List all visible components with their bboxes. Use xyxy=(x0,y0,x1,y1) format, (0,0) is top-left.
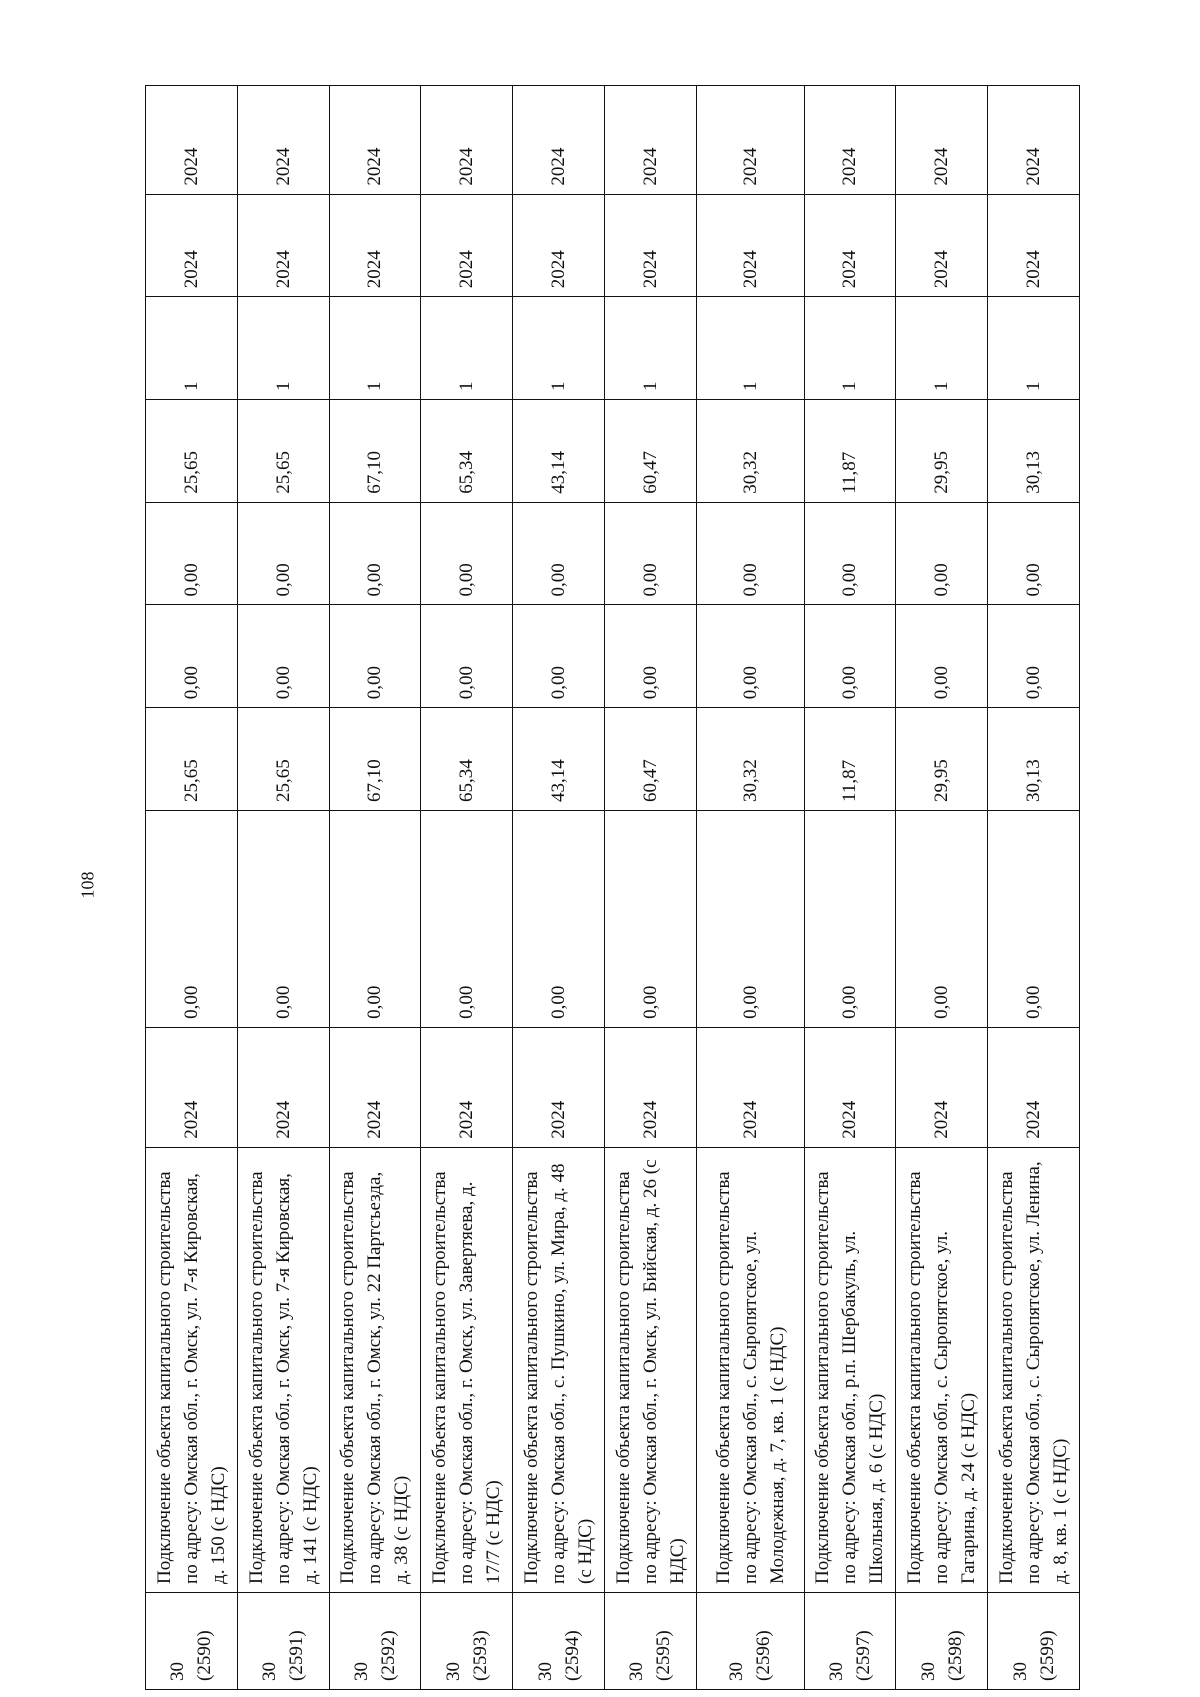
row-value-3: 0,00 xyxy=(988,605,1080,708)
row-count: 1 xyxy=(146,297,238,400)
row-count: 1 xyxy=(513,297,605,400)
row-value-1: 0,00 xyxy=(146,810,238,1027)
row-end-year: 2024 xyxy=(604,86,696,195)
table-row xyxy=(237,86,329,1690)
row-number: 30 xyxy=(350,1662,372,1681)
row-value-3: 0,00 xyxy=(896,605,988,708)
row-value-2: 29,95 xyxy=(896,708,988,811)
table-row xyxy=(988,86,1080,1690)
table-row xyxy=(896,86,988,1690)
row-year: 2024 xyxy=(146,1027,238,1147)
row-start-year: 2024 xyxy=(421,194,513,297)
row-value-1: 0,00 xyxy=(513,810,605,1027)
row-year: 2024 xyxy=(329,1027,421,1147)
row-end-year: 2024 xyxy=(421,86,513,195)
row-value-3: 0,00 xyxy=(237,605,329,708)
row-value-2: 11,87 xyxy=(804,708,896,811)
row-value-2: 67,10 xyxy=(329,708,421,811)
row-value-2: 43,14 xyxy=(513,708,605,811)
row-value-3: 0,00 xyxy=(696,605,804,708)
row-value-4: 0,00 xyxy=(696,502,804,605)
row-value-3: 0,00 xyxy=(329,605,421,708)
row-value-3: 0,00 xyxy=(421,605,513,708)
row-value-4: 0,00 xyxy=(421,502,513,605)
row-start-year: 2024 xyxy=(513,194,605,297)
page-number: 108 xyxy=(77,871,98,899)
table-row xyxy=(146,86,238,1690)
row-id: (2596) xyxy=(753,1630,775,1681)
row-value-5: 67,10 xyxy=(329,400,421,503)
row-number-cell xyxy=(696,1592,804,1689)
row-number: 30 xyxy=(442,1662,464,1681)
row-description: Подключение объекта капитального строительства по адресу: Омская обл., с. Сыропятское, ул. Молодежная, д. 7, кв. 1 (с НДС) xyxy=(696,1147,804,1592)
row-value-3: 0,00 xyxy=(513,605,605,708)
row-start-year: 2024 xyxy=(896,194,988,297)
row-start-year: 2024 xyxy=(696,194,804,297)
row-end-year: 2024 xyxy=(804,86,896,195)
row-description: Подключение объекта капитального строительства по адресу: Омская обл., с. Пушкино, ул. Мира, д. 48 (с НДС) xyxy=(513,1147,605,1592)
row-value-5: 25,65 xyxy=(237,400,329,503)
row-value-5: 30,13 xyxy=(988,400,1080,503)
row-id: (2590) xyxy=(194,1630,216,1681)
table-row xyxy=(804,86,896,1690)
row-year: 2024 xyxy=(513,1027,605,1147)
row-value-3: 0,00 xyxy=(804,605,896,708)
row-end-year: 2024 xyxy=(329,86,421,195)
row-value-5: 65,34 xyxy=(421,400,513,503)
row-count: 1 xyxy=(329,297,421,400)
row-description: Подключение объекта капитального строительства по адресу: Омская обл., г. Омск, ул. Завертяева, д. 17/7 (с НДС) xyxy=(421,1147,513,1592)
row-number: 30 xyxy=(167,1662,189,1681)
row-number-cell xyxy=(513,1592,605,1689)
row-id: (2599) xyxy=(1036,1630,1058,1681)
row-value-2: 30,13 xyxy=(988,708,1080,811)
row-description: Подключение объекта капитального строительства по адресу: Омская обл., г. Омск, ул. 7-я Кировская, д. 141 (с НДС) xyxy=(237,1147,329,1592)
row-number: 30 xyxy=(259,1662,281,1681)
row-value-1: 0,00 xyxy=(329,810,421,1027)
row-description: Подключение объекта капитального строительства по адресу: Омская обл., г. Омск, ул. 22 Партсъезда, д. 38 (с НДС) xyxy=(329,1147,421,1592)
row-number-cell xyxy=(237,1592,329,1689)
rotated-table-container xyxy=(145,85,1080,1690)
row-value-1: 0,00 xyxy=(988,810,1080,1027)
row-value-3: 0,00 xyxy=(604,605,696,708)
row-value-5: 60,47 xyxy=(604,400,696,503)
row-value-2: 30,32 xyxy=(696,708,804,811)
row-start-year: 2024 xyxy=(146,194,238,297)
row-id: (2595) xyxy=(653,1630,675,1681)
row-count: 1 xyxy=(804,297,896,400)
row-value-2: 60,47 xyxy=(604,708,696,811)
row-value-3: 0,00 xyxy=(146,605,238,708)
row-start-year: 2024 xyxy=(988,194,1080,297)
row-number: 30 xyxy=(626,1662,648,1681)
row-id: (2592) xyxy=(377,1630,399,1681)
table-row xyxy=(696,86,804,1690)
row-start-year: 2024 xyxy=(804,194,896,297)
row-number-cell xyxy=(804,1592,896,1689)
row-number-cell xyxy=(896,1592,988,1689)
row-value-4: 0,00 xyxy=(513,502,605,605)
row-number: 30 xyxy=(917,1662,939,1681)
row-count: 1 xyxy=(604,297,696,400)
row-value-1: 0,00 xyxy=(237,810,329,1027)
row-value-1: 0,00 xyxy=(604,810,696,1027)
row-value-4: 0,00 xyxy=(988,502,1080,605)
row-value-4: 0,00 xyxy=(604,502,696,605)
row-id: (2597) xyxy=(852,1630,874,1681)
row-description: Подключение объекта капитального строительства по адресу: Омская обл., с. Сыропятское, ул. Ленина, д. 8, кв. 1 (с НДС) xyxy=(988,1147,1080,1592)
row-value-4: 0,00 xyxy=(237,502,329,605)
row-description: Подключение объекта капитального строительства по адресу: Омская обл., р.п. Шербакуль, ул. Школьная, д. 6 (с НДС) xyxy=(804,1147,896,1592)
row-value-1: 0,00 xyxy=(896,810,988,1027)
row-count: 1 xyxy=(696,297,804,400)
row-value-2: 25,65 xyxy=(146,708,238,811)
row-count: 1 xyxy=(237,297,329,400)
row-value-2: 25,65 xyxy=(237,708,329,811)
table-row xyxy=(329,86,421,1690)
row-number: 30 xyxy=(825,1662,847,1681)
row-start-year: 2024 xyxy=(329,194,421,297)
row-description: Подключение объекта капитального строительства по адресу: Омская обл., с. Сыропятское, ул. Гагарина, д. 24 (с НДС) xyxy=(896,1147,988,1592)
row-year: 2024 xyxy=(421,1027,513,1147)
row-number: 30 xyxy=(726,1662,748,1681)
row-end-year: 2024 xyxy=(513,86,605,195)
row-year: 2024 xyxy=(804,1027,896,1147)
row-value-1: 0,00 xyxy=(804,810,896,1027)
row-end-year: 2024 xyxy=(988,86,1080,195)
row-value-5: 29,95 xyxy=(896,400,988,503)
row-value-5: 30,32 xyxy=(696,400,804,503)
row-id: (2593) xyxy=(469,1630,491,1681)
row-count: 1 xyxy=(988,297,1080,400)
row-number: 30 xyxy=(534,1662,556,1681)
table-body xyxy=(146,86,1080,1690)
row-value-2: 65,34 xyxy=(421,708,513,811)
row-description: Подключение объекта капитального строительства по адресу: Омская обл., г. Омск, ул. 7-я Кировская, д. 150 (с НДС) xyxy=(146,1147,238,1592)
row-count: 1 xyxy=(896,297,988,400)
row-year: 2024 xyxy=(988,1027,1080,1147)
row-start-year: 2024 xyxy=(237,194,329,297)
row-end-year: 2024 xyxy=(896,86,988,195)
row-start-year: 2024 xyxy=(604,194,696,297)
row-year: 2024 xyxy=(604,1027,696,1147)
row-number-cell xyxy=(421,1592,513,1689)
row-value-5: 43,14 xyxy=(513,400,605,503)
row-id: (2594) xyxy=(561,1630,583,1681)
row-value-4: 0,00 xyxy=(329,502,421,605)
row-number-cell xyxy=(604,1592,696,1689)
row-year: 2024 xyxy=(896,1027,988,1147)
table-row xyxy=(421,86,513,1690)
row-end-year: 2024 xyxy=(696,86,804,195)
row-end-year: 2024 xyxy=(237,86,329,195)
row-id: (2598) xyxy=(944,1630,966,1681)
row-description: Подключение объекта капитального строительства по адресу: Омская обл., г. Омск, ул. Бийская, д. 26 (с НДС) xyxy=(604,1147,696,1592)
row-value-5: 25,65 xyxy=(146,400,238,503)
row-number-cell xyxy=(146,1592,238,1689)
row-year: 2024 xyxy=(237,1027,329,1147)
row-count: 1 xyxy=(421,297,513,400)
investment-table xyxy=(145,85,1080,1690)
row-year: 2024 xyxy=(696,1027,804,1147)
row-value-1: 0,00 xyxy=(696,810,804,1027)
row-value-5: 11,87 xyxy=(804,400,896,503)
row-value-4: 0,00 xyxy=(804,502,896,605)
row-number: 30 xyxy=(1009,1662,1031,1681)
row-number-cell xyxy=(329,1592,421,1689)
row-value-1: 0,00 xyxy=(421,810,513,1027)
row-end-year: 2024 xyxy=(146,86,238,195)
row-id: (2591) xyxy=(286,1630,308,1681)
table-row xyxy=(513,86,605,1690)
row-value-4: 0,00 xyxy=(146,502,238,605)
row-number-cell xyxy=(988,1592,1080,1689)
row-value-4: 0,00 xyxy=(896,502,988,605)
table-row xyxy=(604,86,696,1690)
